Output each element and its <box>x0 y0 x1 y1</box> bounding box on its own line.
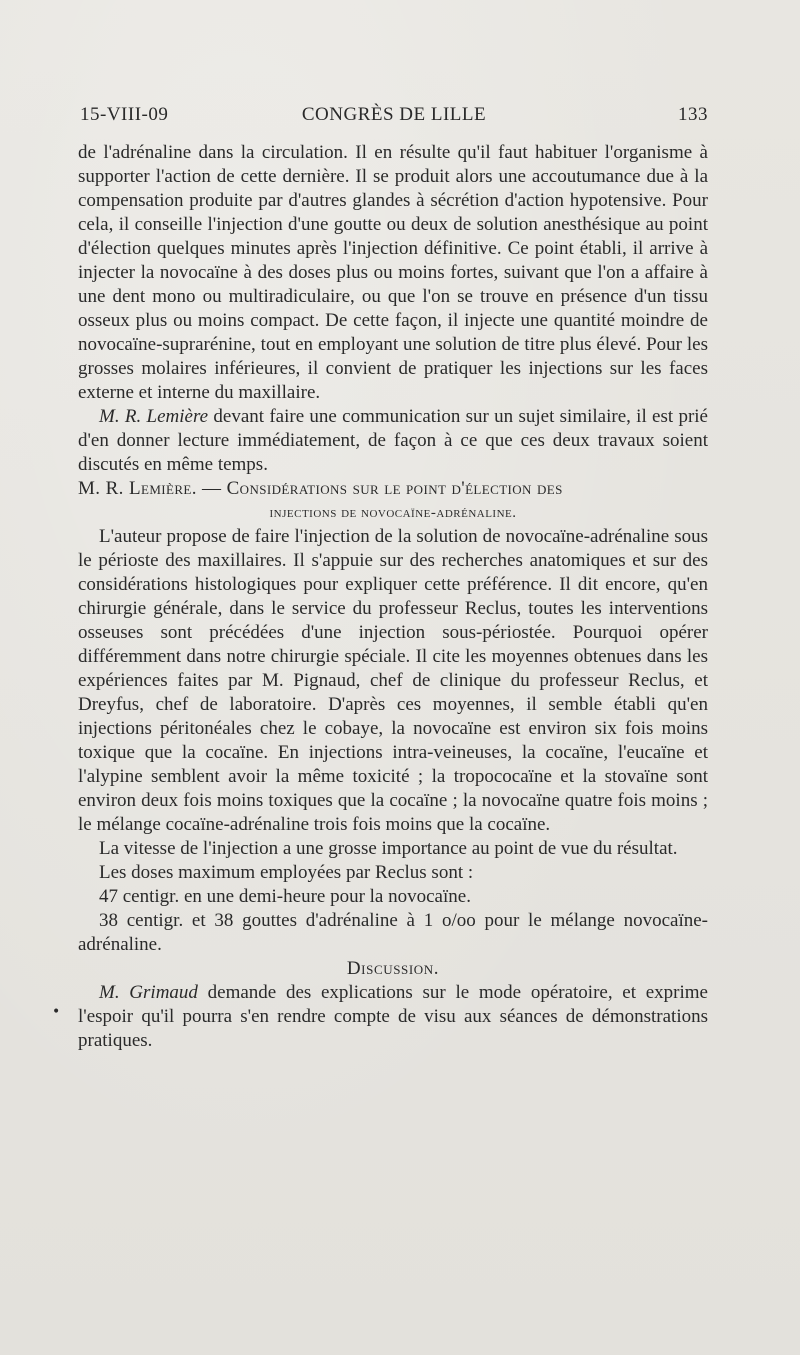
paragraph-continuation: de l'adrénaline dans la circulation. Il en résulte qu'il faut habituer l'organisme à supporter l'action de cette dernière. Il se produit alors une accoutumance due à la compensation produite par d'autres glandes à sécrétion d'action hypotensive. Pour cela, il conseille l'injection d'une goutte ou deux de solution anesthésique au point d'élection quelques minutes après l'injection définitive. Ce point établi, il arrive à injecter la novocaïne à des doses plus ou moins fortes, suivant que l'on a affaire à une dent mono ou multiradiculaire, ou que l'on se trouve en présence d'un tissu osseux plus ou moins compact. De cette façon, il injecte une quantité moindre de novocaïne-suprarénine, tout en employant une solution de titre plus élevé. Pour les grosses molaires inférieures, il convient de pratiquer les injections sur les faces externe et interne du maxillaire. <box>78 142 708 403</box>
section-heading: M. R. Lemière. — Considérations sur le point d'élection des <box>78 478 563 499</box>
paragraph-text: demande des explications sur le mode opératoire, et exprime l'espoir qu'il pourra s'en rendre compte de visu aux séances de démonstrations pratiques. <box>78 982 708 1051</box>
running-head-date: 15-VIII-09 <box>80 104 169 125</box>
paragraph-dose-mixture: 38 centigr. et 38 gouttes d'adrénaline à 1 o/oo pour le mélange novocaïne-adrénaline. <box>78 910 708 955</box>
paragraph-author-proposal: L'auteur propose de faire l'injection de la solution de novocaïne-adrénaline sous le périoste des maxillaires. Il s'appuie sur des recherches anatomiques et sur des considérations histologiques pour expliquer cette préférence. Il dit encore, qu'en chirurgie générale, dans le service du professeur Reclus, toutes les interventions osseuses sont précédées d'une injection sous-périostée. Pourquoi opérer différemment dans notre chirurgie spéciale. Il cite les moyennes obtenues dans les expériences faites par M. Pignaud, chef de clinique du professeur Reclus, et Dreyfus, chef de laboratoire. D'après ces moyennes, il semble établi qu'en injections péritonéales chez le cobaye, la novocaïne est environ six fois moins toxique que la cocaïne. En injections intra-veineuses, la cocaïne, l'eucaïne et l'alypine semblent avoir la même toxicité ; la tropococaïne et la stovaïne sont environ deux fois moins toxiques que la cocaïne ; la novocaïne quatre fois moins ; le mélange cocaïne-adrénaline trois fois moins que la cocaïne. <box>78 526 708 835</box>
paragraph-text: devant faire une communication sur un sujet similaire, il est prié d'en donner lecture immédiatement, de façon à ce que ces deux travaux soient discutés en même temps. <box>78 406 708 475</box>
section-heading-continued: injections de novocaïne-adrénaline. <box>269 505 517 521</box>
paragraph-grimaud <box>78 981 708 1053</box>
running-head-title: CONGRÈS DE LILLE <box>301 104 487 125</box>
running-head <box>80 104 708 130</box>
paragraph-injection-speed: La vitesse de l'injection a une grosse importance au point de vue du résultat. <box>99 838 678 859</box>
paragraph-dose-novocaine: 47 centigr. en une demi-heure pour la novocaïne. <box>99 886 471 907</box>
body-text <box>78 141 708 1053</box>
discussion-heading: Discussion. <box>346 958 440 979</box>
stray-ink-mark: • <box>52 1004 61 1020</box>
speaker-name: M. R. Lemière <box>99 406 209 427</box>
paragraph-max-doses: Les doses maximum employées par Reclus sont : <box>99 862 474 883</box>
paragraph-lemiere-intro <box>78 405 708 477</box>
speaker-name: M. Grimaud <box>99 982 198 1003</box>
page-number: 133 <box>678 104 708 125</box>
